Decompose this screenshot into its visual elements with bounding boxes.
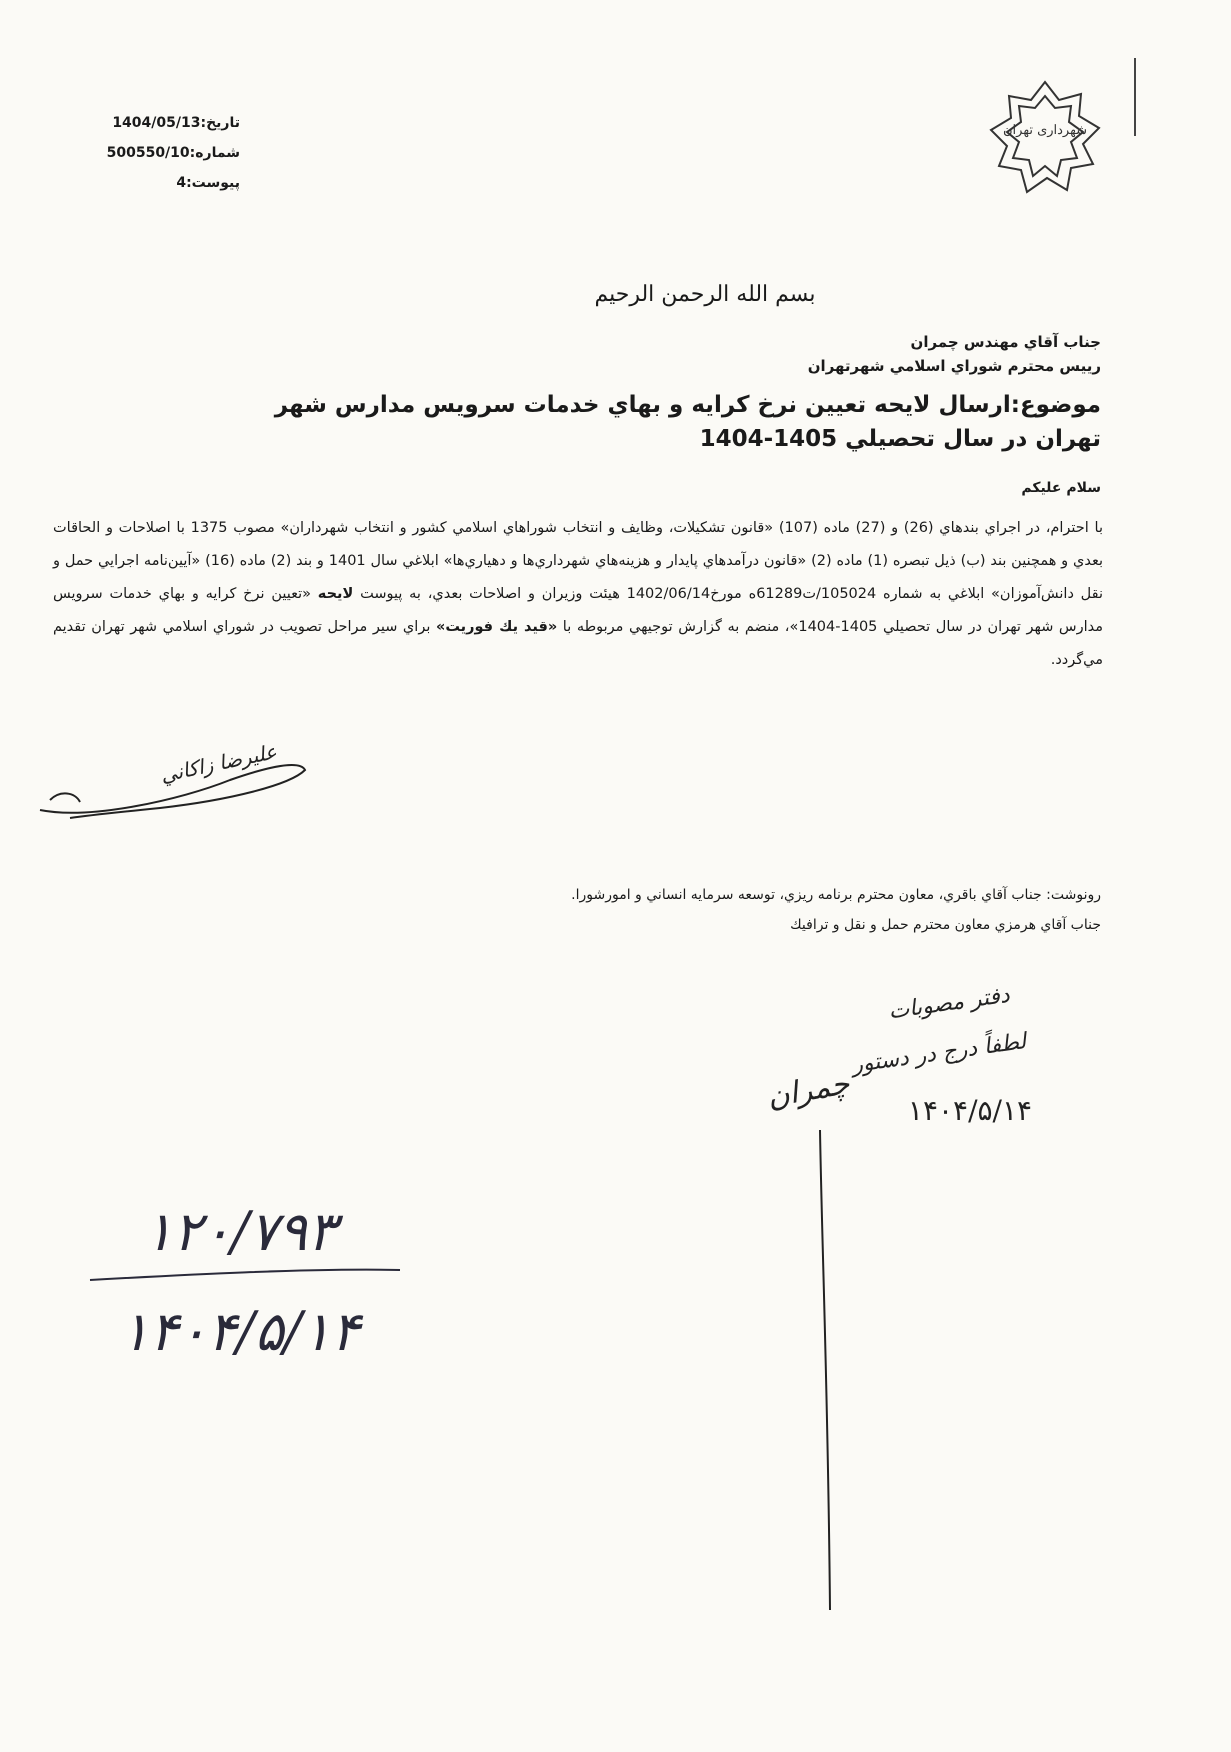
subject-line-1: موضوع:ارسال لايحه تعيين نرخ كرايه و بهاي خدمات سرويس مدارس شهر — [274, 392, 1101, 418]
svg-text:۱۴۰۴/۵/۱۴: ۱۴۰۴/۵/۱۴ — [907, 1094, 1033, 1127]
carbon-copy-block — [301, 880, 1101, 940]
registration-marks — [60, 1180, 420, 1380]
date-row — [70, 108, 240, 138]
svg-text:شهرداری تهران: شهرداری تهران — [1003, 123, 1087, 138]
letter-body — [53, 512, 1103, 677]
pen-stroke — [800, 1130, 860, 1610]
letter-meta — [70, 108, 240, 198]
number-value: 500550/10 — [106, 145, 190, 161]
svg-text:لطفاً درج در دستور: لطفاً درج در دستور — [850, 1028, 1028, 1079]
attachment-row — [70, 168, 240, 198]
svg-text:عليرضا زاكاني: عليرضا زاكاني — [158, 739, 279, 788]
tehran-municipality-emblem-icon — [985, 78, 1105, 198]
attachment-label: پیوست: — [186, 175, 240, 191]
greeting: سلام عليكم — [1021, 480, 1101, 496]
number-row — [70, 138, 240, 168]
recipient-title: رييس محترم شوراي اسلامي شهرتهران — [807, 357, 1101, 375]
svg-text:دفتر مصوبات: دفتر مصوبات — [887, 982, 1012, 1025]
svg-text:چمران: چمران — [764, 1066, 853, 1116]
cc-line-2: جناب آقاي هرمزي معاون محترم حمل و نقل و ترافيك — [790, 917, 1101, 933]
svg-text:۱۲۰/۷۹۳: ۱۲۰/۷۹۳ — [143, 1200, 337, 1263]
bismillah: بسم الله الرحمن الرحیم — [594, 282, 816, 307]
mayor-signature — [30, 730, 310, 840]
date-value: 1404/05/13 — [112, 115, 201, 131]
handwritten-annotation — [750, 980, 1090, 1150]
date-label: تاریخ: — [200, 115, 240, 131]
body-bold-2: «قيد يك فوريت» — [435, 619, 558, 635]
body-bold-1: لايحه — [317, 586, 354, 602]
subject-line-2: تهران در سال تحصيلي 1405-1404 — [699, 426, 1101, 452]
scan-edge-line — [1134, 58, 1136, 136]
number-label: شماره: — [189, 145, 240, 161]
recipient-name: جناب آقاي مهندس چمران — [910, 333, 1101, 351]
svg-text:۱۴۰۴/۵/۱۴: ۱۴۰۴/۵/۱۴ — [120, 1300, 360, 1363]
subject-block — [261, 388, 1101, 456]
body-part-1: با احترام، در اجراي بندهاي (26) و (27) ماده (107) «قانون تشكيلات، وظايف و انتخاب شوراهاي اسلامي كشور و انتخاب شهرداران» مصوب 1375 با اصلاحات و الحاقات بعدي و همچنين بند (ب) ذيل تبصره (1) ماده (2) «قانون درآمدهاي پايدار و هزينه‌هاي شهرداري‌ها و دهياري‌ها» ابلاغي سال 1401 و بند (2) ماده (16) «آيين‌نامه اجرايي حمل و نقل دانش‌آموزان» ابلاغي به شماره 105024/ت61289ه مورخ1402/06/14 هيئت وزيران و اصلاحات بعدي، به پيوست — [53, 520, 1104, 602]
attachment-value: 4 — [176, 175, 187, 191]
cc-line-1: رونوشت: جناب آقاي باقري، معاون محترم برنامه ريزي، توسعه سرمايه انساني و امورشورا. — [571, 887, 1101, 903]
recipient-block — [401, 330, 1101, 378]
body-part-2: «تعيين نرخ كرايه و بهاي خدمات سرويس مدارس شهر تهران در سال تحصيلي 1405-1404»، منضم به گزارش توجيهي مربوطه با — [53, 586, 1104, 635]
body-part-3: براي سير مراحل تصويب در شوراي اسلامي شهر تهران تقديم مي‌گردد. — [53, 619, 1103, 668]
